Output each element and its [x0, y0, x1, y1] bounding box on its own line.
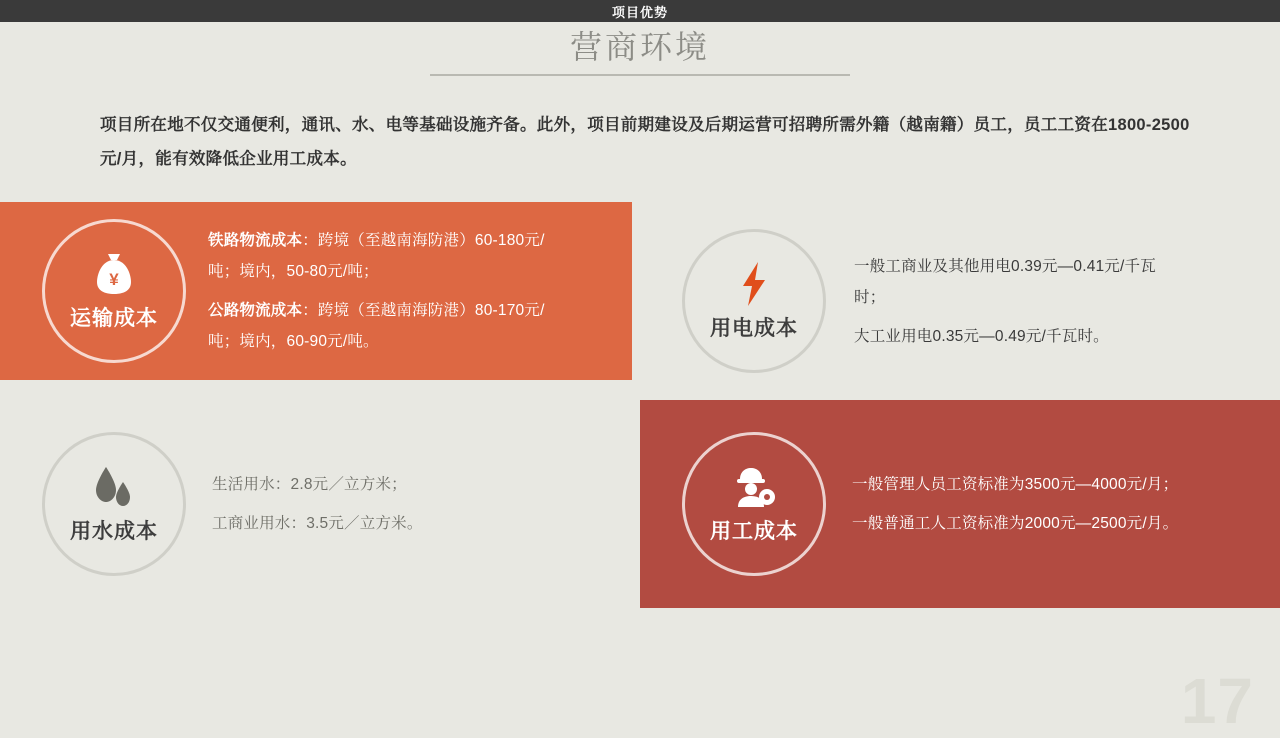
card-text-transport — [208, 225, 568, 357]
card-line — [852, 469, 1182, 500]
card-line-body: ：跨境（至越南海防港）60-180元/吨；境内，50-80元/吨； — [208, 232, 545, 280]
card-line-body: ：跨境（至越南海防港）80-170元/吨；境内，60-90元/吨。 — [208, 302, 545, 350]
title-divider — [430, 74, 850, 76]
card-water-cost[interactable] — [0, 400, 632, 608]
card-line-lead: 铁路物流成本 — [208, 232, 303, 249]
card-line-body: 一般普通工人工资标准为2000元—2500元/月。 — [852, 515, 1179, 532]
lightning-bolt-icon — [739, 260, 769, 308]
card-transport-cost[interactable] — [0, 202, 632, 380]
card-label-labor: 用工成本 — [710, 520, 798, 543]
card-text-electricity — [854, 251, 1184, 352]
card-badge-labor — [682, 432, 826, 576]
card-line — [852, 508, 1182, 539]
cards-grid — [0, 202, 1280, 608]
card-line — [212, 508, 542, 539]
card-labor-cost[interactable] — [640, 400, 1280, 608]
water-drop-icon — [92, 463, 136, 511]
card-badge-transport — [42, 219, 186, 363]
card-line-body: 一般管理人员工资标准为3500元—4000元/月； — [852, 476, 1179, 493]
page-number: 17 — [1180, 665, 1254, 737]
card-text-labor — [852, 469, 1182, 539]
card-line — [208, 295, 568, 357]
card-label-electricity: 用电成本 — [710, 317, 798, 340]
card-line — [212, 469, 542, 500]
card-line-body: 一般工商业及其他用电0.39元—0.41元/千瓦时； — [854, 257, 1156, 306]
page-title-block — [0, 26, 1280, 76]
slide-section-label: 项目优势 — [611, 4, 668, 20]
page-title: 营商环境 — [569, 29, 710, 65]
card-line — [854, 251, 1184, 313]
worker-gear-icon — [731, 463, 777, 511]
card-line — [854, 321, 1184, 352]
card-badge-electricity — [682, 229, 826, 373]
slide-section-bar — [0, 0, 1280, 22]
card-line-lead: 公路物流成本 — [208, 302, 303, 319]
card-line-body: 大工业用电0.35元—0.49元/千瓦时。 — [854, 327, 1109, 345]
card-line-body: 生活用水：2.8元／立方米； — [212, 476, 407, 493]
intro-paragraph: 项目所在地不仅交通便利，通讯、水、电等基础设施齐备。此外，项目前期建设及后期运营可招聘所需外籍（越南籍）员工，员工工资在1800-2500元/月，能有效降低企业用工成本。 — [100, 116, 1190, 168]
card-line-body: 工商业用水：3.5元／立方米。 — [212, 515, 423, 532]
card-label-water: 用水成本 — [70, 520, 158, 543]
money-bag-icon — [94, 250, 134, 298]
card-label-transport: 运输成本 — [70, 307, 158, 330]
card-line — [208, 225, 568, 287]
svg-text:¥: ¥ — [109, 270, 119, 289]
card-text-water — [212, 469, 542, 539]
card-badge-water — [42, 432, 186, 576]
card-electricity-cost[interactable] — [640, 202, 1280, 400]
